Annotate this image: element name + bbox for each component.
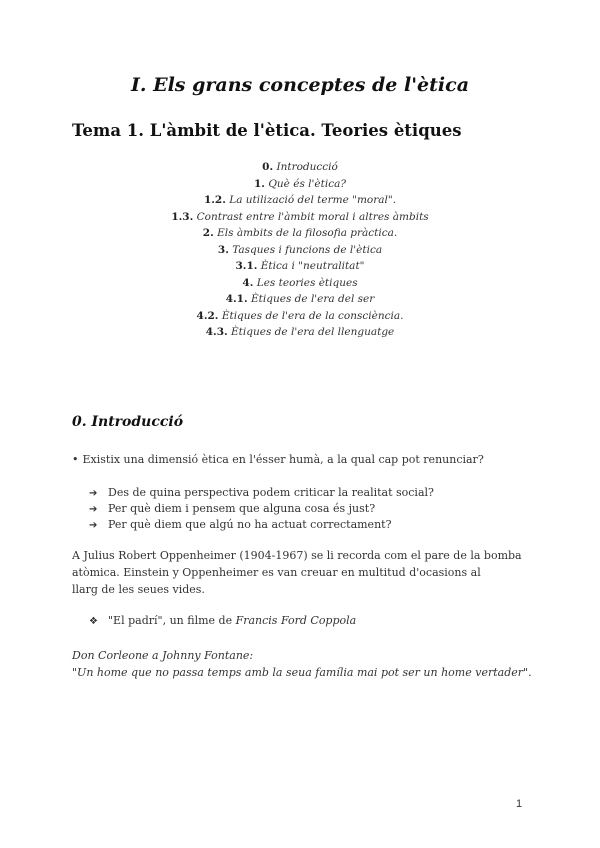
bullet-text: Existix una dimensió ètica en l'ésser humà, a la qual cap pot renunciar? bbox=[82, 453, 484, 466]
quote-text: "Un home que no passa temps amb la seua família mai pot ser un home vertader". bbox=[72, 666, 532, 679]
film-director: Francis Ford Coppola bbox=[235, 614, 357, 627]
toc-number: 4. bbox=[242, 276, 254, 289]
toc-item bbox=[0, 324, 600, 341]
toc-item bbox=[0, 225, 600, 242]
diamond-bullet-icon: ❖ bbox=[89, 616, 98, 627]
film-reference bbox=[89, 612, 356, 631]
toc-item bbox=[0, 242, 600, 259]
toc-text: Les teories ètiques bbox=[256, 276, 358, 289]
toc-text: Ètiques de l'era del ser bbox=[251, 293, 375, 305]
toc-item bbox=[0, 192, 600, 209]
arrow-icon: ➔ bbox=[89, 520, 98, 531]
toc-number: 4.2. bbox=[196, 309, 219, 322]
toc-text: Tasques i funcions de l'ètica bbox=[232, 243, 383, 256]
toc-item bbox=[0, 308, 600, 325]
toc-item bbox=[0, 159, 600, 176]
oppenheimer-paragraph bbox=[72, 547, 522, 598]
toc-text: Contrast entre l'àmbit moral i altres àmbits bbox=[196, 210, 429, 223]
toc-number: 0. bbox=[262, 161, 274, 173]
paragraph-line: llarg de les seues vides. bbox=[72, 583, 205, 596]
question-text: Des de quina perspectiva podem criticar la realitat social? bbox=[108, 486, 434, 499]
section-heading: 0. Introducció bbox=[72, 414, 184, 430]
film-prefix: "El padrí", un filme de bbox=[108, 614, 236, 627]
toc-number: 1.2. bbox=[203, 194, 226, 206]
topic-heading: Tema 1. L'àmbit de l'ètica. Teories ètiques bbox=[72, 121, 462, 140]
arrow-icon: ➔ bbox=[89, 488, 98, 499]
arrow-icon: ➔ bbox=[89, 504, 98, 515]
toc-number: 4.1. bbox=[225, 293, 248, 305]
paragraph-line: atòmica. Einstein y Oppenheimer es van creuar en multitud d'ocasions al bbox=[72, 566, 481, 579]
page-number: 1 bbox=[516, 798, 523, 810]
toc-number: 3.1. bbox=[235, 260, 258, 272]
toc-text: Els àmbits de la filosofia pràctica. bbox=[217, 227, 398, 239]
toc-number: 2. bbox=[202, 227, 214, 239]
toc-item bbox=[0, 258, 600, 275]
toc-item bbox=[0, 275, 600, 292]
paragraph-line: A Julius Robert Oppenheimer (1904-1967) se li recorda com el pare de la bomba bbox=[72, 549, 522, 562]
toc-text: Introducció bbox=[276, 161, 338, 173]
toc-number: 3. bbox=[217, 243, 229, 256]
toc-item bbox=[0, 176, 600, 193]
bullet-item bbox=[72, 451, 484, 469]
bullet-icon: • bbox=[72, 453, 79, 466]
toc-item bbox=[0, 291, 600, 308]
toc-number: 4.3. bbox=[205, 326, 228, 338]
toc-text: Ètiques de l'era de la consciència. bbox=[221, 309, 404, 322]
question-text: Per què diem i pensem que alguna cosa és just? bbox=[108, 502, 376, 515]
toc-text: Ètica i "neutralitat" bbox=[260, 260, 365, 272]
toc-text: Ètiques de l'era del llenguatge bbox=[231, 326, 395, 338]
document-title: I. Els grans conceptes de l'ètica bbox=[130, 74, 470, 96]
toc-item bbox=[0, 209, 600, 226]
question-item bbox=[89, 516, 391, 534]
table-of-contents bbox=[0, 159, 600, 341]
quote-author: Don Corleone a Johnny Fontane: bbox=[72, 649, 254, 662]
toc-text: La utilizació del terme "moral". bbox=[229, 194, 397, 206]
toc-text: Què és l'ètica? bbox=[268, 177, 346, 190]
toc-number: 1.3. bbox=[171, 210, 194, 223]
toc-number: 1. bbox=[254, 177, 265, 190]
question-text: Per què diem que algú no ha actuat correctament? bbox=[108, 518, 392, 531]
